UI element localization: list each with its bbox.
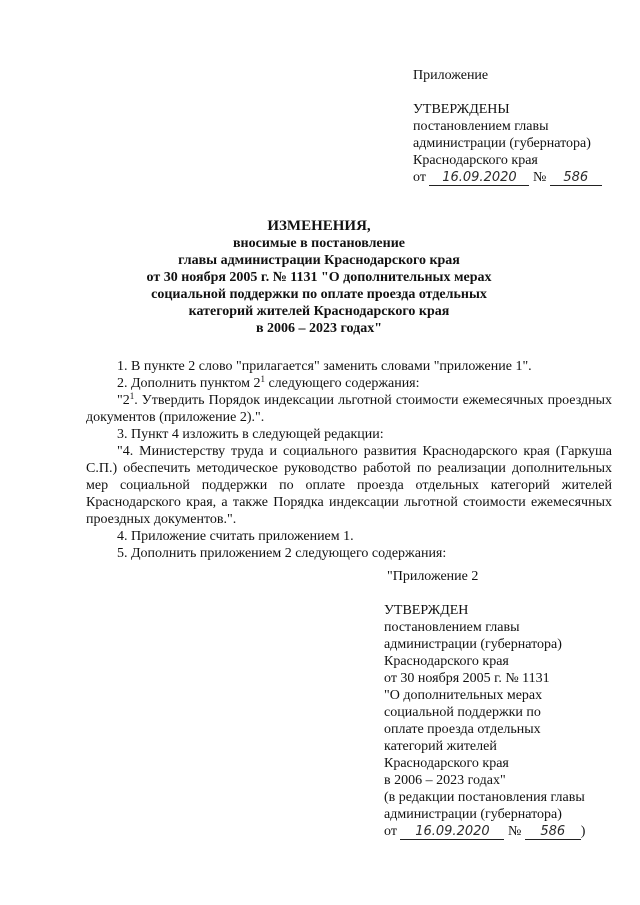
paragraph-3	[86, 392, 612, 426]
from-prefix: от	[413, 170, 426, 185]
approval-line-3: Краснодарского края	[413, 153, 538, 168]
appendix-2-from-prefix: от	[384, 824, 397, 839]
appendix-2-line-10: в 2006 – 2023 годах"	[384, 773, 506, 788]
paragraph-3-text-b: . Утвердить Порядок индексации льготной стоимости ежемесячных проездных документов (приложение 2).".	[86, 393, 612, 425]
approval-block	[413, 67, 602, 186]
paragraph-2-superscript: 1	[260, 374, 265, 384]
paragraph-4: 3. Пункт 4 изложить в следующей редакции:	[117, 427, 384, 442]
title-line-3: от 30 ноября 2005 г. № 1131 "О дополнительных мерах	[146, 270, 492, 285]
handwritten-date: 16.09.2020	[429, 170, 529, 186]
appendix-2-line-9: Краснодарского края	[384, 756, 509, 771]
title-line-4: социальной поддержки по оплате проезда отдельных	[151, 287, 487, 302]
approved-label: УТВЕРЖДЕНЫ	[413, 102, 510, 117]
title-line-6: в 2006 – 2023 годах"	[255, 321, 383, 336]
approval-line-1: постановлением главы	[413, 119, 549, 134]
paragraph-2-text-b: следующего содержания:	[264, 376, 420, 391]
document-title	[100, 218, 538, 337]
paragraph-3-text-a: "2	[117, 393, 130, 408]
approval-date-line	[413, 169, 602, 186]
appendix-2-line-12: администрации (губернатора)	[384, 807, 562, 822]
paragraph-6: 4. Приложение считать приложением 1.	[117, 529, 354, 544]
appendix-2-line-3: Краснодарского края	[384, 654, 509, 669]
title-main: ИЗМЕНЕНИЯ,	[267, 218, 371, 234]
number-label: №	[532, 170, 547, 185]
appendix-2-line-2: администрации (губернатора)	[384, 637, 562, 652]
appendix-2-handwritten-date: 16.09.2020	[400, 824, 504, 840]
appendix-2-close-paren: )	[580, 824, 586, 839]
appendix-2-line-6: социальной поддержки по	[384, 705, 541, 720]
appendix-2-line-4: от 30 ноября 2005 г. № 1131	[384, 671, 550, 686]
appendix-2-approved: УТВЕРЖДЕН	[384, 603, 469, 618]
appendix-2-block	[384, 568, 585, 840]
paragraph-3-superscript: 1	[129, 391, 135, 401]
appendix-2-head: "Приложение 2	[387, 569, 479, 584]
appendix-2-date-line	[384, 823, 585, 840]
approval-line-2: администрации (губернатора)	[413, 136, 591, 151]
paragraph-5: "4. Министерству труда и социального развития Краснодарского края (Гаркуша С.П.) обеспечить методическое руководство работой по реализации дополнительных мер социальной поддержки по оплате проезда отдельных категорий жителей Краснодарского края, а также Порядка индексации льготной стоимости ежемесячных проездных документов.".	[86, 444, 612, 527]
appendix-2-handwritten-number: 586	[525, 824, 581, 840]
title-line-1: вносимые в постановление	[233, 236, 405, 251]
appendix-label: Приложение	[413, 68, 489, 83]
title-line-5: категорий жителей Краснодарского края	[188, 304, 450, 319]
appendix-2-line-5: "О дополнительных мерах	[384, 688, 543, 703]
appendix-2-line-8: категорий жителей	[384, 739, 497, 754]
paragraph-7: 5. Дополнить приложением 2 следующего содержания:	[117, 546, 447, 561]
paragraph-1: 1. В пункте 2 слово "прилагается" заменить словами "приложение 1".	[117, 359, 532, 374]
paragraph-2-text-a: 2. Дополнить пунктом 2	[117, 376, 261, 391]
paragraph-2	[86, 375, 612, 392]
appendix-2-number-label: №	[507, 824, 522, 839]
handwritten-number: 586	[550, 170, 602, 186]
appendix-2-line-1: постановлением главы	[384, 620, 520, 635]
appendix-2-line-11: (в редакции постановления главы	[384, 790, 585, 805]
appendix-2-line-7: оплате проезда отдельных	[384, 722, 541, 737]
title-line-2: главы администрации Краснодарского края	[178, 253, 460, 268]
document-body	[86, 358, 612, 562]
